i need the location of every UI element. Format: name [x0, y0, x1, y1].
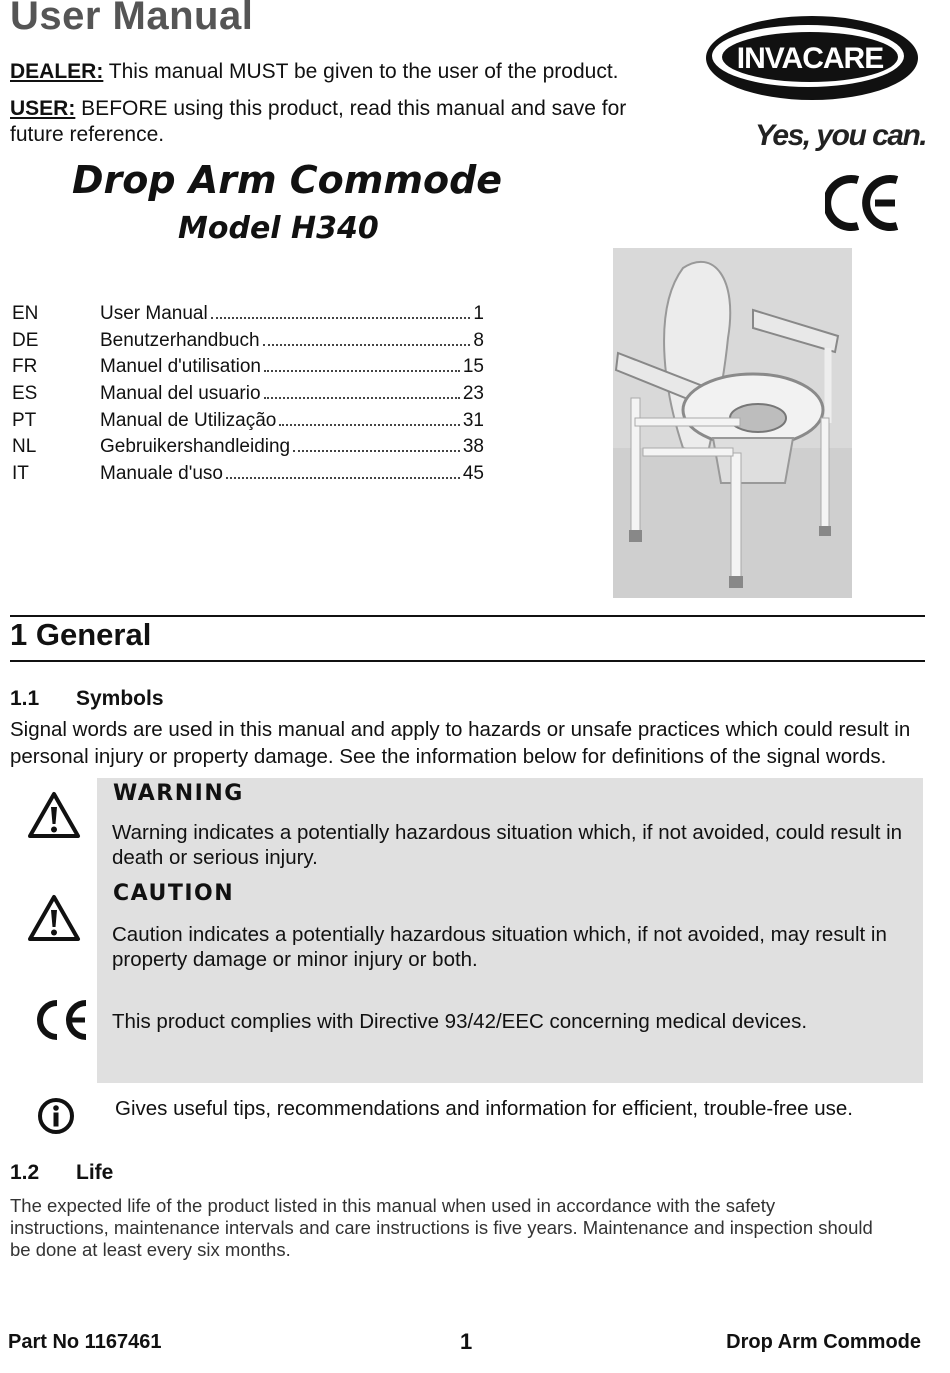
language-toc [12, 303, 484, 490]
logo-text: INVACARE [736, 42, 884, 75]
subsection-title: Life [76, 1161, 114, 1184]
toc-title: Gebruikershandleiding [100, 436, 291, 458]
ce-compliance-text: This product complies with Directive 93/42/EEC concerning medical devices. [112, 1010, 808, 1033]
toc-title: User Manual [100, 303, 208, 324]
invacare-logo [704, 12, 920, 104]
caution-icon [26, 893, 82, 943]
toc-page: 8 [473, 329, 484, 351]
toc-code: NL [12, 436, 37, 458]
toc-code: EN [12, 303, 39, 324]
subsection-number: 1.1 [10, 687, 40, 710]
page-title: User Manual [10, 0, 254, 38]
caution-text-2: property damage or minor injury or both. [112, 948, 478, 971]
toc-page: 23 [462, 383, 484, 405]
toc-leader [279, 424, 459, 426]
subsection-title: Symbols [76, 687, 164, 710]
toc-page: 15 [462, 356, 484, 378]
user-notice [10, 96, 626, 122]
toc-title: Manual del usuario [100, 383, 261, 405]
toc-code: DE [12, 329, 39, 351]
toc-page: 31 [462, 409, 484, 431]
product-name: Drop Arm Commode [72, 158, 503, 202]
toc-leader [264, 397, 460, 399]
toc-page: 45 [462, 463, 484, 485]
dealer-notice [10, 59, 619, 85]
toc-page: 38 [462, 436, 484, 458]
caution-label: CAUTION [113, 881, 235, 906]
warning-text-2: death or serious injury. [112, 846, 318, 869]
life-text-2: instructions, maintenance intervals and care instructions is five years. Maintenance and inspection should [10, 1217, 873, 1238]
brand-tagline: Yes, you can. [755, 119, 927, 152]
warning-label: WARNING [113, 781, 244, 806]
toc-row-en[interactable] [12, 303, 484, 330]
warning-text-1: Warning indicates a potentially hazardous situation which, if not avoided, could result in [112, 821, 903, 844]
ce-mark-icon [825, 172, 905, 234]
toc-code: ES [12, 383, 38, 405]
product-photo [613, 248, 852, 598]
toc-page: 1 [473, 303, 484, 324]
toc-leader [264, 370, 460, 372]
toc-row-es[interactable] [12, 383, 484, 410]
user-label: USER: [10, 97, 76, 120]
symbols-intro-1: Signal words are used in this manual and apply to hazards or unsafe practices which could result in [10, 718, 911, 741]
subsection-number: 1.2 [10, 1161, 40, 1184]
section-rule-bottom [10, 660, 925, 662]
product-model: Model H340 [178, 211, 379, 246]
symbols-intro-2: personal injury or property damage. See the information below for definitions of the signal words. [10, 745, 887, 768]
toc-code: IT [12, 463, 29, 485]
section-heading: 1 General [10, 617, 152, 652]
toc-title: Benutzerhandbuch [100, 329, 260, 351]
toc-leader [226, 477, 460, 479]
toc-leader [263, 344, 471, 346]
toc-code: PT [12, 409, 37, 431]
subsection-symbols-heading [10, 687, 164, 711]
info-icon [37, 1097, 75, 1135]
toc-leader [293, 450, 460, 452]
footer-part-number: Part No 1167461 [8, 1331, 162, 1353]
dealer-label: DEALER: [10, 60, 104, 83]
toc-title: Manuale d'uso [100, 463, 223, 485]
footer-page-number: 1 [460, 1329, 473, 1354]
toc-row-pt[interactable] [12, 410, 484, 437]
info-text: Gives useful tips, recommendations and information for efficient, trouble-free use. [115, 1097, 853, 1120]
user-text-1: BEFORE using this product, read this manual and save for [75, 97, 627, 120]
footer-product-name: Drop Arm Commode [726, 1331, 921, 1353]
toc-leader [211, 317, 471, 319]
dealer-text: This manual MUST be given to the user of the product. [103, 60, 619, 83]
warning-icon [26, 790, 82, 840]
toc-code: FR [12, 356, 38, 378]
user-text-2: future reference. [10, 123, 165, 146]
toc-row-it[interactable] [12, 463, 484, 490]
toc-title: Manuel d'utilisation [100, 356, 261, 378]
subsection-life-heading [10, 1161, 113, 1185]
toc-row-de[interactable] [12, 330, 484, 357]
caution-text-1: Caution indicates a potentially hazardous situation which, if not avoided, may result in [112, 923, 887, 946]
toc-row-fr[interactable] [12, 356, 484, 383]
life-text-1: The expected life of the product listed in this manual when used in accordance with the safety [10, 1195, 776, 1216]
ce-symbol-icon [34, 998, 92, 1042]
toc-row-nl[interactable] [12, 436, 484, 463]
toc-title: Manual de Utilização [100, 409, 277, 431]
life-text-3: be done at least every six months. [10, 1239, 291, 1260]
